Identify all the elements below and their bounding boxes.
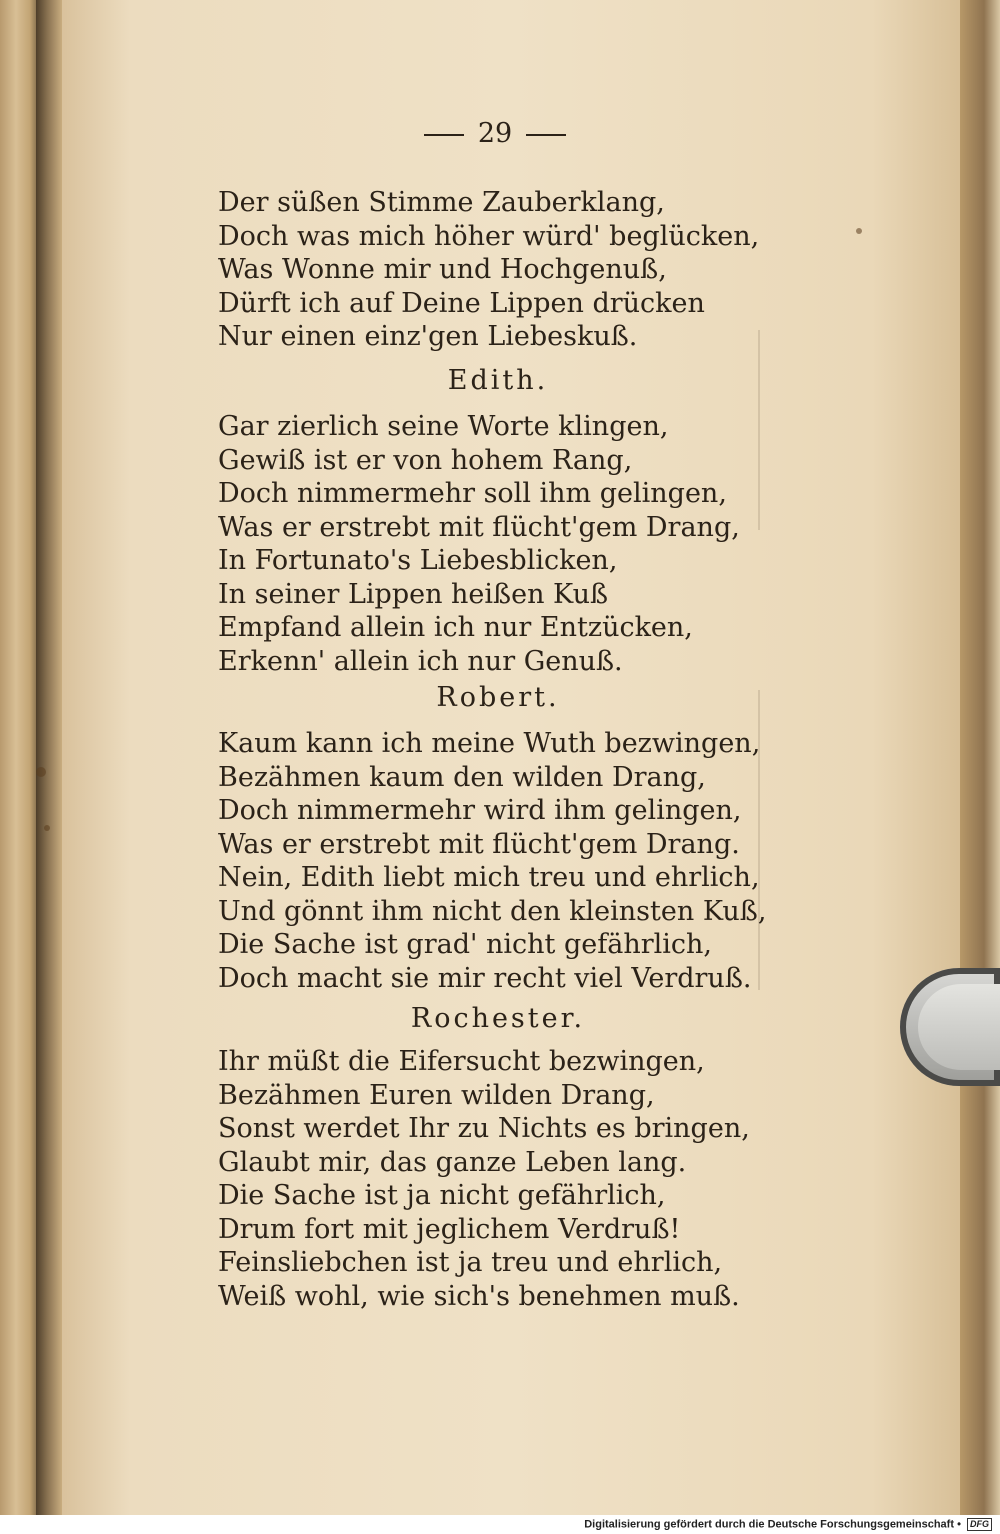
page-number-value: 29 <box>477 118 513 149</box>
verse-line: Doch macht sie mir recht viel Verdruß. <box>218 962 752 994</box>
dfg-logo-icon: DFG <box>967 1518 992 1531</box>
book-gutter <box>36 0 62 1515</box>
dfg-credit-separator: • <box>957 1518 961 1531</box>
facing-page-edge <box>0 0 40 1515</box>
stanza-opening <box>218 186 778 354</box>
page-number <box>405 118 585 149</box>
verse-line: Doch was mich höher würd' beglücken, <box>218 220 760 252</box>
verse-line: Feinsliebchen ist ja treu und ehrlich, <box>218 1247 723 1278</box>
ink-stain <box>856 228 862 234</box>
page-edge-right <box>960 0 1000 1515</box>
verse-line: Sonst werdet Ihr zu Nichts es bringen, <box>218 1113 750 1144</box>
scanner-clip-inner <box>918 984 1000 1070</box>
speaker-heading: Rochester. <box>410 1003 586 1034</box>
verse-line: In Fortunato's Liebesblicken, <box>218 545 618 576</box>
verse-line: Was er erstrebt mit flücht'gem Drang, <box>218 511 740 543</box>
verse-line: Nein, Edith liebt mich treu und ehrlich, <box>218 862 760 893</box>
verse-line: Empfand allein ich nur Entzücken, <box>218 612 693 643</box>
ink-stain <box>44 825 50 831</box>
verse-line: Kaum kann ich meine Wuth bezwingen, <box>218 728 761 759</box>
page-number-dash-right <box>526 134 566 136</box>
verse-line: Dürft ich auf Deine Lippen drücken <box>218 287 705 319</box>
verse-line: Bezähmen Euren wilden Drang, <box>218 1079 655 1111</box>
verse-line: Erkenn' allein ich nur Genuß. <box>218 645 623 677</box>
dfg-credit-text: Digitalisierung gefördert durch die Deutsche Forschungsgemeinschaft <box>584 1518 955 1531</box>
verse-line: Doch nimmermehr wird ihm gelingen, <box>218 795 742 826</box>
verse-line: Weiß wohl, wie sich's benehmen muß. <box>218 1280 740 1312</box>
speaker-heading: Edith. <box>447 365 549 396</box>
stanza-edith <box>218 410 778 678</box>
verse-line: Die Sache ist grad' nicht gefährlich, <box>218 929 712 960</box>
verse-line: In seiner Lippen heißen Kuß <box>218 578 609 610</box>
verse-line: Drum fort mit jeglichem Verdruß! <box>218 1213 681 1245</box>
speaker-heading: Robert. <box>436 682 560 713</box>
verse-line: Was er erstrebt mit flücht'gem Drang. <box>218 828 740 860</box>
stanza-robert <box>218 727 778 995</box>
verse-line: Gewiß ist er von hohem Rang, <box>218 444 633 476</box>
verse-line: Bezähmen kaum den wilden Drang, <box>218 761 706 793</box>
ink-stain <box>36 767 46 777</box>
verse-line: Glaubt mir, das ganze Leben lang. <box>218 1146 687 1178</box>
page-number-dash-left <box>424 134 464 136</box>
verse-line: Gar zierlich seine Worte klingen, <box>218 411 669 442</box>
verse-line: Doch nimmermehr soll ihm gelingen, <box>218 478 727 509</box>
verse-line: Ihr müßt die Eifersucht bezwingen, <box>218 1046 705 1077</box>
dfg-credit <box>584 1518 992 1531</box>
verse-line: Was Wonne mir und Hochgenuß, <box>218 254 667 285</box>
verse-line: Und gönnt ihm nicht den kleinsten Kuß, <box>218 895 767 927</box>
stanza-rochester <box>218 1045 778 1313</box>
verse-line: Die Sache ist ja nicht gefährlich, <box>218 1180 666 1211</box>
verse-line: Der süßen Stimme Zauberklang, <box>218 187 665 218</box>
verse-line: Nur einen einz'gen Liebeskuß. <box>218 321 638 352</box>
